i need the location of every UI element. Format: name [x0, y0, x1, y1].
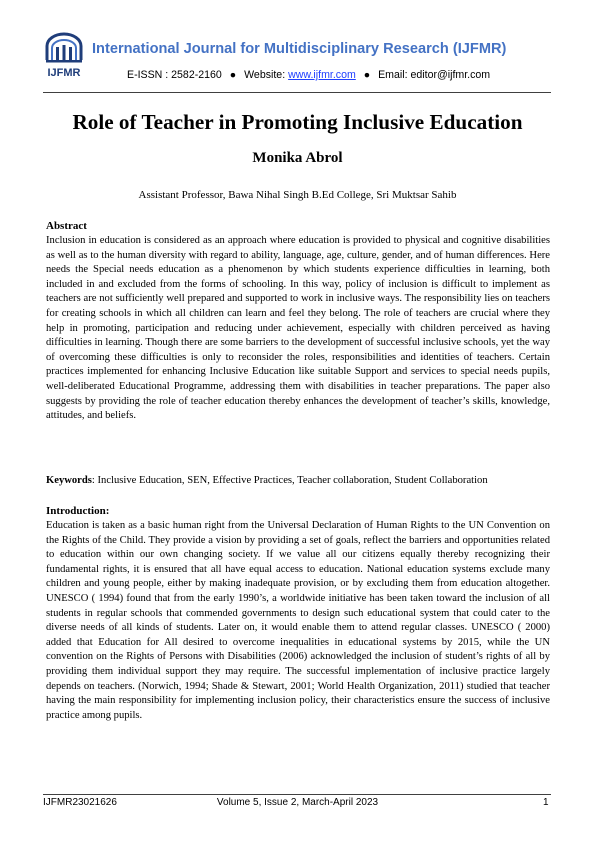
author-affiliation: Assistant Professor, Bawa Nihal Singh B.Ed College, Sri Muktsar Sahib	[138, 189, 457, 201]
keywords-line	[46, 475, 556, 486]
abstract-heading: Abstract	[46, 220, 87, 232]
footer-paper-id: IJFMR23021626	[43, 797, 117, 808]
paper-title: Role of Teacher in Promoting Inclusive Education	[72, 110, 523, 134]
journal-title: International Journal for Multidisciplinary Research (IJFMR)	[92, 41, 507, 57]
footer-divider	[43, 794, 551, 795]
journal-contact-line	[127, 69, 490, 81]
author-name: Monika Abrol	[252, 150, 343, 166]
bullet-separator: ●	[363, 69, 371, 81]
website-link[interactable]: www.ijfmr.com	[288, 69, 356, 81]
footer-page-number: 1	[543, 797, 549, 808]
editor-email: Email: editor@ijfmr.com	[378, 69, 491, 81]
header-divider	[43, 92, 551, 93]
footer-volume-issue: Volume 5, Issue 2, March-April 2023	[216, 797, 379, 808]
keywords-text: : Inclusive Education, SEN, Effective Practices, Teacher collaboration, Student Collaboration	[91, 475, 488, 486]
introduction-heading: Introduction:	[46, 505, 110, 517]
journal-logo	[44, 32, 84, 80]
eissn: E-ISSN : 2582-2160	[127, 69, 222, 81]
bullet-separator: ●	[229, 69, 237, 81]
keywords-label: Keywords	[46, 475, 92, 486]
abstract-text: Inclusion in education is considered as an approach where education is provided to physical and cognitive disabilities as well as to the human diversity with regard to ability, language, age, culture, gender, and of human differences. Here needs the Special needs education as a phenomenon by which students experience difficulties in learning, both included in and excluded from the forms of schooling. In this way, policy of inclusion is difficult to implement as teachers are not sufficiently well prepared and supported to work in inclusive ways. The responsibility lies on teachers for creating schools in which all children can learn and feel they belong. The role of teachers are crucial where they help in promoting, participation and reducing under achievement, especially with children perceived as having difficulties in learning. Though there are some barriers to the development of successful inclusive schools, yet the way of overcoming these difficulties is only to reconsider the roles, responsibilities and identities of teachers. Certain practices implemented for enhancing Inclusive Education like suitable Support and services to special needs pupils, well-deliberated Educational Programme, addressing them with disabilities in teacher preparations. The paper also suggests by providing the role of teacher education thereby enhances the development of teacher’s skills, knowledge, attitudes, and beliefs.	[46, 235, 550, 422]
svg-text:IJFMR: IJFMR	[47, 67, 81, 79]
website-label: Website:	[244, 69, 286, 81]
introduction-text: Education is taken as a basic human right from the Universal Declaration of Human Rights to the UN Convention on the Rights of the Child. They provide a vision by providing a set of goals, reflect the barriers and opportunities related to education within our own changing society. If we value all our citizens equally thereby recognizing their fundamental rights, it is ensured that all have equal access to education. National education systems exclude many children and young people, either by making inadequate provision, or by excluding them from education altogether. UNESCO ( 1994) found that from the early 1990’s, a worldwide initiative has been taken toward the inclusion of all students in regular schools that commended governments to design such educational system that could cater to the diverse needs of all kinds of students. Later on, it would enable them to attend regular classes. UNESCO ( 2000) added that Education for All desired to overcome inequalities in educational systems by 2015, while the UN convention on the Rights of Persons with Disabilities (2006) acknowledged the inclusion of student’s rights of all by providing them individual support they may require. The successful implementation of inclusive practice largely depends on teachers. (Norwich, 1994; Shade & Stewart, 2001; World Health Organization, 2011) studied that teacher having the main responsibility for implementing inclusion policy, their characteristics ensure the success of inclusive practice among pupils.	[46, 520, 550, 721]
